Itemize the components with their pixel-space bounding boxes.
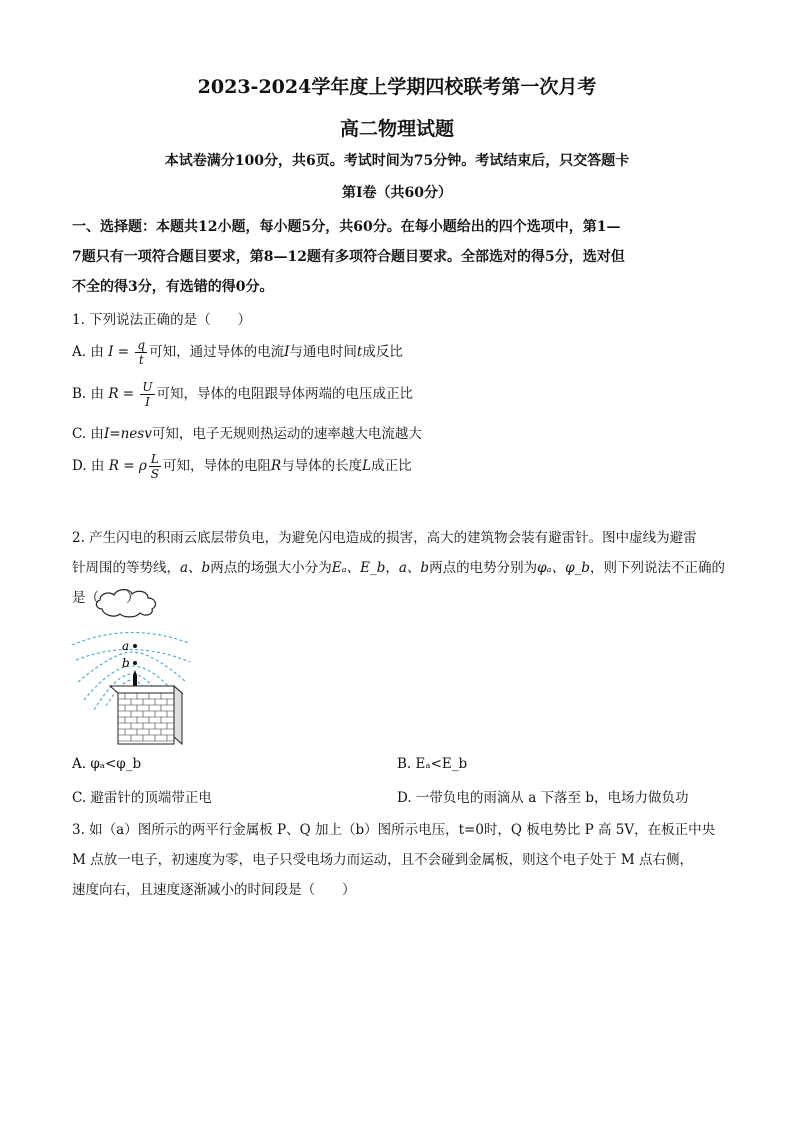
q1-b-num: U (142, 380, 153, 394)
exam-subtitle: 高二物理试题 (339, 118, 454, 140)
q2-l2-c: 两点的场强大小分为 (210, 560, 332, 576)
label-b: b (122, 656, 130, 670)
part1-line2: 7题只有一项符合题目要求，第8—12题有多项符合题目要求。全部选对的得5分，选对但 (72, 249, 625, 265)
q2-l2-g: 两点的电势分别为 (429, 560, 538, 576)
cloud-icon (96, 590, 155, 617)
q1-d-prefix: D. 由 (72, 458, 105, 474)
q2-l2-e: ， (385, 560, 399, 576)
q2-line3: 是（ ） (72, 590, 140, 606)
q2-l2-i: ，则下列说法不正确的 (589, 560, 725, 576)
q3-line3: 速度向右，且速度逐渐减小的时间段是（ ） (72, 882, 356, 898)
q2-option-d: D. 一带负电的雨滴从 a 下落至 b，电场力做负功 (397, 790, 689, 806)
q3-line1: 3. 如（a）图所示的两平行金属板 P、Q 加上（b）图所示电压，t=0时，Q 板电势比 P 高 5V，在板正中央 (72, 822, 716, 838)
q1-option-b: B. 由 R = $\frac{U}{I}$ 可知，导体的电阻跟导体两端的电压成正比 (72, 380, 414, 409)
q1-d-lhs: R (108, 458, 119, 474)
q1-stem: 1. 下列说法正确的是（ ） (72, 312, 252, 328)
q1-b-lhs: R (108, 386, 119, 402)
q1-option-a: A. 由 I = $\frac{q}{t}$ 可知，通过导体的电流I与通电时间t成反比 (72, 338, 403, 367)
q1-a-text2: 与通电时间 (289, 344, 357, 360)
exam-title: 2023-2024学年度上学期四校联考第一次月考 (197, 76, 597, 98)
q2-line1: 2. 产生闪电的积雨云底层带负电，为避免闪电造成的损害，高大的建筑物会装有避雷针。图中虚线为避雷 (72, 530, 697, 546)
q2-line2 (72, 556, 725, 576)
q2-option-c: C. 避雷针的顶端带正电 (72, 790, 212, 806)
q1-d-text1: 可知，导体的电阻 (162, 458, 271, 474)
exam-instructions: 本试卷满分100分，共6页。考试时间为75分钟。考试结束后，只交答题卡 (164, 153, 630, 169)
q1-d-fraction (149, 452, 161, 481)
q1-d-rho: ρ (138, 458, 147, 474)
q1-b-den: I (145, 395, 150, 409)
point-a (133, 644, 137, 648)
brick-building (110, 686, 182, 744)
q1-d-var-l: L (362, 458, 372, 474)
q2-l2-b: a、b (180, 560, 211, 576)
lightning-rod-figure (70, 582, 190, 747)
q1-a-den: t (138, 353, 144, 367)
q1-d-num: L (150, 452, 159, 466)
q1-option-c (72, 422, 422, 442)
section-heading: 第Ⅰ卷（共60分） (341, 185, 453, 201)
part1-line1: 一、选择题：本题共12小题，每小题5分，共60分。在每小题给出的四个选项中，第1— (72, 219, 621, 235)
part1-line3: 不全的得3分，有选错的得0分。 (72, 279, 274, 295)
q1-d-den: S (150, 467, 159, 481)
q1-a-lhs: I (108, 344, 114, 360)
q1-a-prefix: A. 由 (72, 344, 104, 360)
q1-option-d: D. 由 R = ρ $\frac{L}{S}$ 可知，导体的电阻R与导体的长度L成正比 (72, 452, 412, 481)
q2-l2-h: φₐ、φ_b (537, 560, 590, 576)
q1-a-fraction (135, 338, 147, 367)
q1-a-var-t: t (356, 344, 363, 360)
q1-c-formula: I=nesv (103, 426, 152, 442)
q1-d-text2: 与导体的长度 (281, 458, 363, 474)
q1-d-text3: 成正比 (371, 458, 412, 474)
q2-l2-d: Eₐ、E_b (331, 560, 386, 576)
point-b (133, 661, 137, 665)
q2-l2-a: 针周围的等势线， (72, 560, 180, 576)
q2-option-b: B. Eₐ<E_b (397, 756, 468, 772)
q1-a-text3: 成反比 (362, 344, 403, 360)
q1-c-prefix: C. 由 (72, 426, 104, 442)
q1-b-prefix: B. 由 (72, 386, 105, 402)
q1-b-fraction (140, 380, 154, 409)
q2-l2-f: a、b (398, 560, 430, 576)
label-a: a (122, 639, 130, 653)
q1-b-text: 可知，导体的电阻跟导体两端的电压成正比 (156, 386, 414, 402)
q1-a-var-i: I (284, 344, 290, 360)
q1-c-text: 可知，电子无规则热运动的速率越大电流越大 (151, 426, 422, 442)
q1-a-text1: 可知，通过导体的电流 (149, 344, 285, 360)
q3-line2: M 点放一电子，初速度为零，电子只受电场力而运动，且不会碰到金属板，则这个电子处于 M 点右侧， (72, 852, 694, 868)
q1-d-var-r: R (270, 458, 282, 474)
q2-option-a: A. φₐ<φ_b (72, 756, 142, 772)
q1-a-num: q (137, 338, 146, 352)
